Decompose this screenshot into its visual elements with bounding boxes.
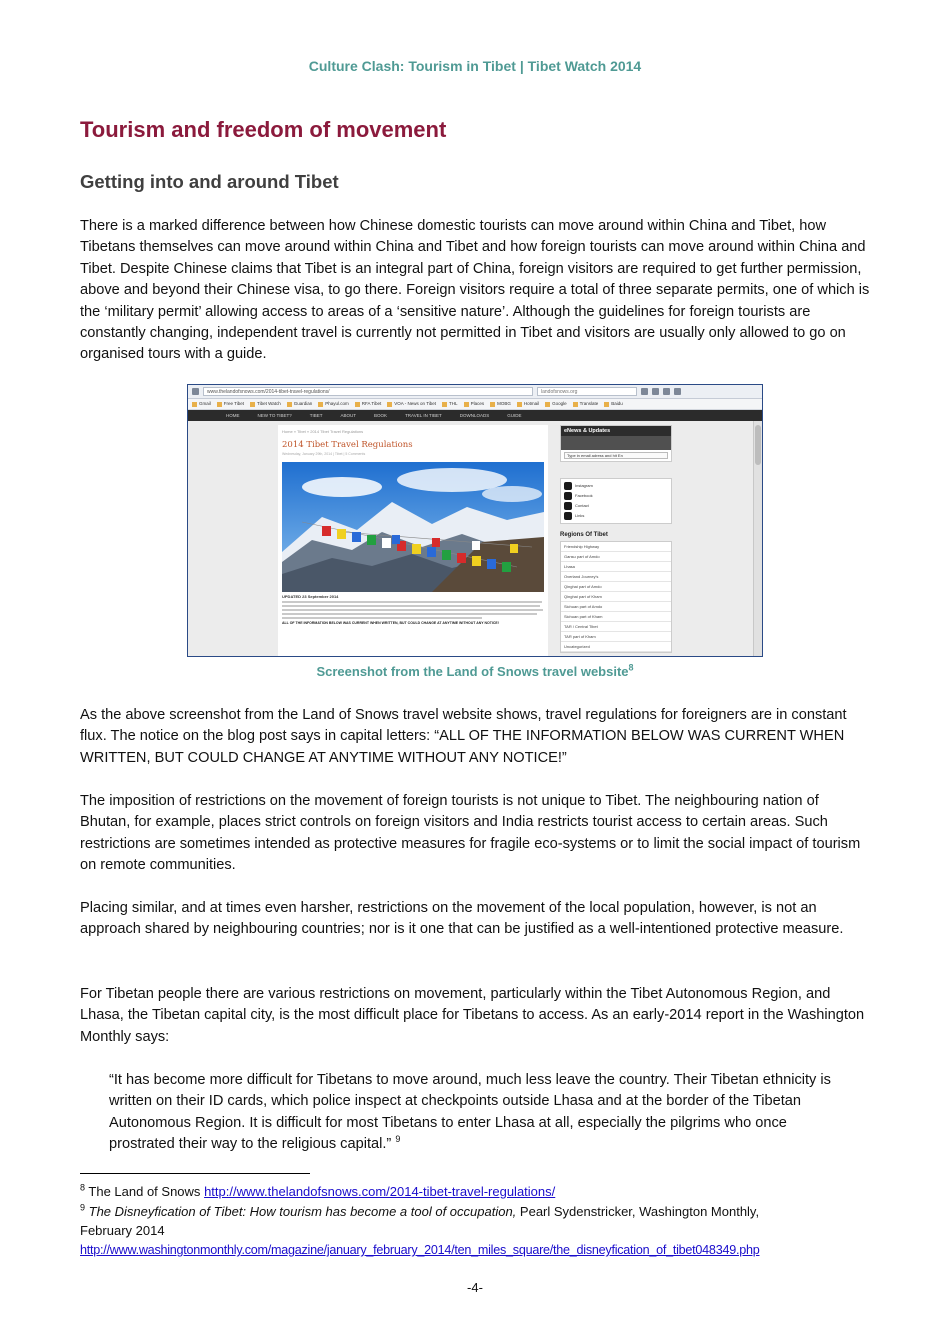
bookmark: RFA Tibet [355, 401, 382, 406]
back-icon [192, 388, 199, 395]
site-body-text [282, 601, 544, 619]
site-social-item [564, 501, 668, 511]
bookmark: Google [545, 401, 567, 406]
site-nav-item: DOWNLOADS [459, 413, 490, 418]
site-social-label: Instagram [575, 483, 593, 488]
site-region-item: Sichuan part of Kham [561, 612, 671, 622]
footnote-divider [80, 1173, 310, 1174]
bookmark: THL [442, 401, 458, 406]
footnote-date: February 2014 [80, 1223, 165, 1238]
site-region-item: Overland Journey's [561, 572, 671, 582]
website-screenshot [187, 384, 763, 657]
footnote-link-landofsnows[interactable]: http://www.thelandofsnows.com/2014-tibet-travel-regulations/ [204, 1184, 556, 1199]
site-post-title: 2014 Tibet Travel Regulations [282, 440, 413, 450]
site-social-label: Links [575, 513, 585, 518]
site-nav-item: NEW TO TIBET? [257, 413, 292, 418]
site-social-item [564, 481, 668, 491]
footnote-link-washingtonmonthly[interactable]: http://www.washingtonmonthly.com/magazine/january_february_2014/ten_miles_square/the_disneyfication_of_tibet048349.php [80, 1243, 760, 1257]
site-social-item [564, 511, 668, 521]
site-nav-item: TIBET [309, 413, 323, 418]
site-nav-item: HOME [226, 413, 240, 418]
bookmark: VOA - News on Tibet [387, 401, 436, 406]
site-nav-item: GUIDE [507, 413, 522, 418]
bookmark: Gmail [192, 401, 211, 406]
site-region-item: Gansu part of Amdo [561, 552, 671, 562]
paragraph-restrictions: The imposition of restrictions on the movement of foreign tourists is not unique to Tibet. The neighbouring nation of Bhutan, for example, places strict controls on foreign visitors and India restricts tourist access to certain areas. Such restrictions are sometimes intended as protective measures for fragile eco-systems or to limit the social impact of tourism on remote communities. [80, 793, 861, 874]
site-region-item: Friendship Highway [561, 542, 671, 552]
site-region-item: Qinghai part of Kham [561, 592, 671, 602]
section-subtitle: Getting into and around Tibet [80, 171, 339, 192]
section-title: Tourism and freedom of movement [80, 117, 447, 142]
footnote-text: The Land of Snows [88, 1184, 201, 1199]
site-sidebar [560, 425, 672, 653]
site-social-item [564, 491, 668, 501]
site-region-item: TAR part of Kham [561, 632, 671, 642]
page-number: -4- [467, 1280, 483, 1295]
site-post [278, 425, 548, 657]
site-body [188, 421, 754, 657]
footnote-text: Pearl Sydenstricker, Washington Monthly, [519, 1204, 760, 1219]
running-header: Culture Clash: Tourism in Tibet | Tibet Watch 2014 [308, 58, 642, 74]
footnote-9 [80, 1202, 870, 1260]
footnote-number: 8 [80, 1182, 86, 1193]
browser-url: www.thelandofsnows.com/2014-tibet-travel-regulations/ [203, 387, 533, 396]
footnote-8 [80, 1182, 870, 1201]
bookmark: Tibet Watch [250, 401, 281, 406]
browser-bookmarks [188, 399, 762, 410]
site-breadcrumb: Home » Tibet » 2014 Tibet Travel Regulations [282, 429, 364, 434]
site-region-item: TAR / Central Tibet [561, 622, 671, 632]
bookmark: Translate [573, 401, 599, 406]
paragraph-intro: There is a marked difference between how Chinese domestic tourists can move around within China and Tibet, how Tibetans themselves can move around within China and Tibet and how foreign tourists can move around within China and Tibet. Despite Chinese claims that Tibet is an integral part of China, foreign visitors are required to get further permission, above and beyond their Chinese visa, to go there. Foreign visitors require a total of three separate permits, one of which is the ‘military permit’ allowing access to areas of a ‘sensitive nature’. Although the guidelines for foreign tourists are constantly changing, independent travel is currently not permitted in Tibet and visitors are usually only allowed to go on organised tours with a guide. [80, 218, 870, 363]
site-region-item: Qinghai part of Amdo [561, 582, 671, 592]
site-enews-text [561, 436, 671, 450]
bookmark: Places [464, 401, 485, 406]
facebook-icon [564, 492, 572, 500]
bookmark: Hotmail [517, 401, 539, 406]
bookmark: Free Tibet [217, 401, 244, 406]
bookmark: Baidu [604, 401, 623, 406]
site-regions-list [560, 541, 672, 653]
bookmark: MOBG [490, 401, 511, 406]
mountain-prayer-flags-photo [282, 462, 544, 592]
site-social-links [560, 478, 672, 524]
site-nav-item: BOOK [374, 413, 388, 418]
site-notice: ALL OF THE INFORMATION BELOW WAS CURRENT WHEN WRITTEN, BUT COULD CHANGE AT ANYTIME WITHOUT ANY NOTICE! [282, 621, 499, 625]
star-icon [641, 388, 648, 395]
site-region-item: Sichuan part of Amdo [561, 602, 671, 612]
site-social-label: Contact [575, 503, 589, 508]
site-nav-item: ABOUT [340, 413, 357, 418]
site-nav-item: TRAVEL IN TIBET [405, 413, 442, 418]
block-quote [109, 1070, 849, 1156]
bookmark: Phayul.com [318, 401, 349, 406]
browser-search: landofsnows.org [537, 387, 637, 396]
site-region-item: Lhasa [561, 562, 671, 572]
instagram-icon [564, 482, 572, 490]
site-enews-title: eNews & Updates [561, 426, 671, 436]
paragraph-local-population: Placing similar, and at times even harsher, restrictions on the movement of the local population, however, is not an approach shared by neighbouring countries; nor is it one that can be justified as a well-intentioned protective measure. [80, 900, 844, 938]
menu-icon [674, 388, 681, 395]
site-regions-title: Regions Of Tibet [560, 532, 608, 538]
footnote-ref-9[interactable]: 9 [395, 1134, 401, 1145]
site-region-item: Uncategorized [561, 642, 671, 652]
paragraph-tibetan-movement: For Tibetan people there are various restrictions on movement, particularly within the Tibet Autonomous Region, and Lhasa, the Tibetan capital city, is the most difficult place for Tibetans to access. As an early-2014 report in the Washington Monthly says: [80, 986, 865, 1045]
browser-scrollbar [753, 421, 762, 657]
figure-caption-text: Screenshot from the Land of Snows travel website [316, 664, 629, 679]
link-icon [564, 512, 572, 520]
footnote-number: 9 [80, 1202, 86, 1213]
paragraph-flux: As the above screenshot from the Land of Snows travel website shows, travel regulations for foreigners are in constant flux. The notice on the blog post says in capital letters: “ALL OF THE INFORMATION BELOW WAS CURRENT WHEN WRITTEN, BUT COULD CHANGE AT ANYTIME WITHOUT ANY NOTICE!” [80, 707, 847, 766]
footnote-article-title: The Disneyfication of Tibet: How tourism has become a tool of occupation, [88, 1204, 517, 1219]
browser-address-bar [188, 385, 762, 399]
bookmark: Guardian [287, 401, 313, 406]
figure-caption [0, 664, 950, 679]
site-social-label: Facebook [575, 493, 593, 498]
site-email-input: Type in email adress and hit En [564, 452, 668, 459]
footnote-ref-8[interactable]: 8 [628, 662, 634, 673]
home-icon [663, 388, 670, 395]
site-nav [188, 410, 762, 421]
mail-icon [564, 502, 572, 510]
site-updated-date: UPDATED 23 September 2014 [282, 594, 339, 599]
site-enews-box [560, 425, 672, 462]
site-post-meta: Wednesday, January 29th, 2014 | Tibet | 5 Comments [282, 452, 366, 456]
block-quote-text: “It has become more difficult for Tibetans to move around, much less leave the country. Their Tibetan ethnicity is written on their ID cards, which police inspect at checkpoints outside Lhasa and at the border of the Tibetan Autonomous Region. It is difficult for most Tibetans to enter Lhasa at all, especially the pilgrims who once prostrated their way to the religious capital.” [109, 1072, 831, 1153]
download-icon [652, 388, 659, 395]
